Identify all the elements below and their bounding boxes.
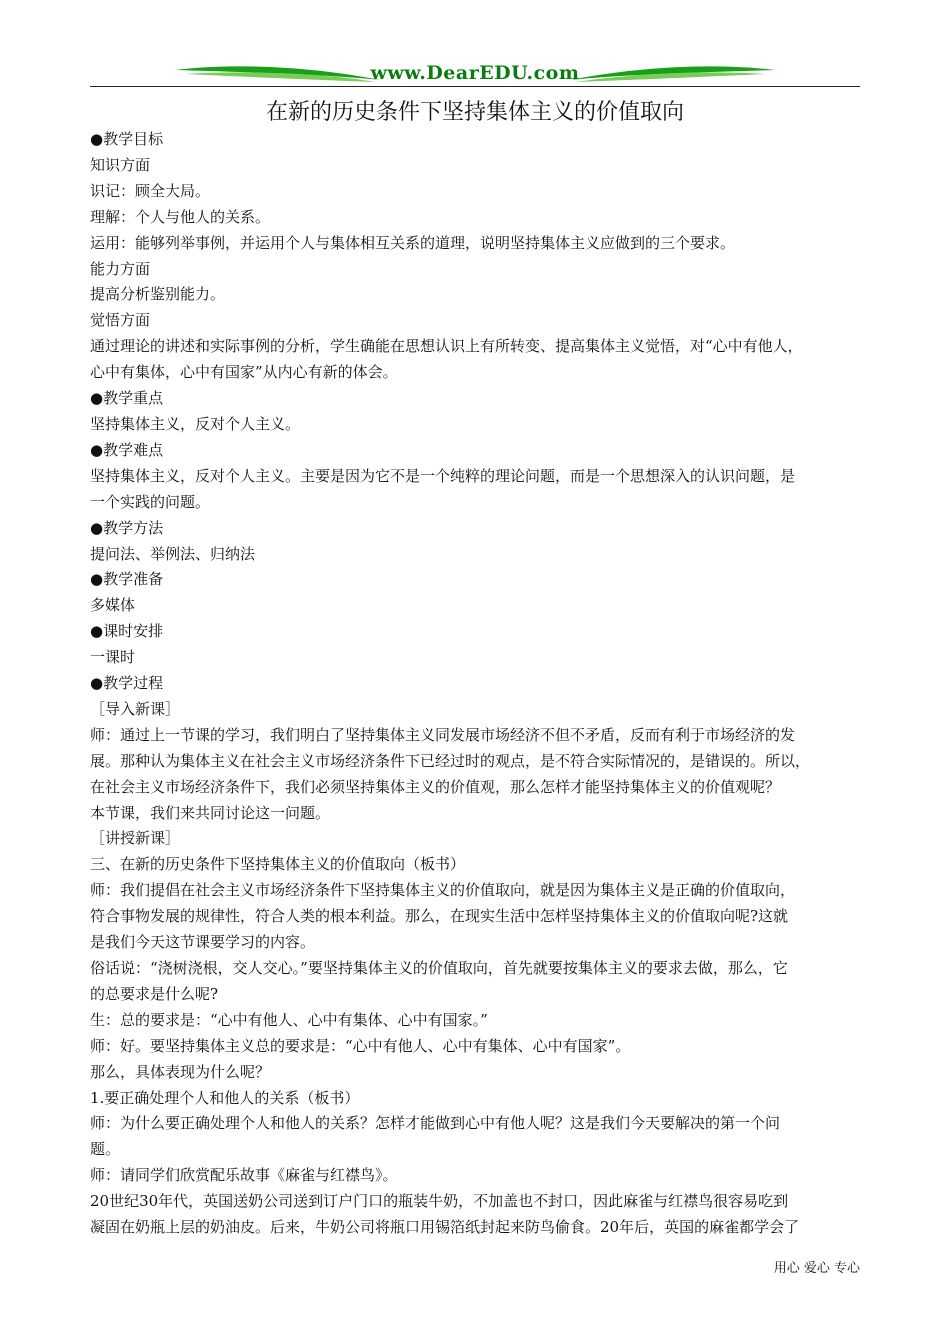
page-header	[90, 60, 860, 90]
text-line: 心中有集体，心中有国家”从内心有新的体会。	[90, 363, 398, 382]
text-line: 理解：个人与他人的关系。	[90, 207, 271, 226]
text-line: ［讲授新课］	[90, 829, 181, 848]
text-line: 提高分析鉴别能力。	[90, 285, 226, 304]
text-line: 识记：顾全大局。	[90, 181, 211, 200]
text-line: ●教学目标	[90, 130, 164, 148]
text-line: 提问法、举例法、归纳法	[90, 544, 256, 563]
text-line: 能力方面	[90, 259, 151, 278]
text-line: 坚持集体主义，反对个人主义。	[90, 414, 301, 433]
header-divider	[90, 86, 860, 87]
text-line: ［导入新课］	[90, 699, 181, 718]
text-line: 是我们今天这节课要学习的内容。	[90, 933, 316, 952]
text-line: 那么，具体表现为什么呢？	[90, 1062, 271, 1081]
text-line: 师：我们提倡在社会主义市场经济条件下坚持集体主义的价值取向，就是因为集体主义是正确的价值取向，	[90, 881, 796, 900]
text-line: 凝固在奶瓶上层的奶油皮。后来，牛奶公司将瓶口用锡箔纸封起来防鸟偷食。20年后，英国的麻雀都学会了	[90, 1218, 800, 1237]
text-line: 俗话说：“浇树浇根，交人交心。”要坚持集体主义的价值取向，首先就要按集体主义的要求去做，那么，它	[90, 959, 788, 977]
text-line: 师：通过上一节课的学习，我们明白了坚持集体主义同发展市场经济不但不矛盾，反而有利于市场经济的发	[90, 725, 796, 744]
text-line: 在社会主义市场经济条件下，我们必须坚持集体主义的价值观，那么怎样才能坚持集体主义的价值观呢？	[90, 777, 781, 796]
text-line: ●教学重点	[90, 389, 164, 408]
site-name: www.DearEDU.com	[370, 62, 580, 84]
page-footer: 用心 爱心 专心	[773, 1261, 860, 1276]
text-line: 题。	[90, 1140, 121, 1159]
text-line: 通过理论的讲述和实际事例的分析，学生确能在思想认识上有所转变、提高集体主义觉悟，对“心中有他人，	[90, 337, 803, 356]
text-line: 师：请同学们欣赏配乐故事《麻雀与红襟鸟》。	[90, 1166, 398, 1185]
text-line: 师：为什么要正确处理个人和他人的关系？怎样才能做到心中有他人呢？这是我们今天要解决的第一个问	[90, 1114, 781, 1133]
text-line: 20世纪30年代，英国送奶公司送到订户门口的瓶装牛奶，不加盖也不封口，因此麻雀与红襟鸟很容易吃到	[90, 1192, 789, 1211]
text-line: ●教学难点	[90, 440, 164, 459]
text-line: 一课时	[90, 648, 136, 667]
text-line: 运用：能够列举事例，并运用个人与集体相互关系的道理，说明坚持集体主义应做到的三个要求。	[90, 233, 736, 252]
text-line: 1.要正确处理个人和他人的关系（板书）	[90, 1088, 360, 1107]
text-line: ●教学准备	[90, 570, 164, 589]
text-line: 坚持集体主义，反对个人主义。主要是因为它不是一个纯粹的理论问题，而是一个思想深入的认识问题，是	[90, 466, 796, 485]
text-line: 知识方面	[90, 155, 151, 174]
document-body	[90, 127, 865, 1241]
text-line: 三、在新的历史条件下坚持集体主义的价值取向（板书）	[90, 855, 466, 874]
text-line: ●课时安排	[90, 622, 164, 641]
page-title: 在新的历史条件下坚持集体主义的价值取向	[265, 100, 684, 125]
text-line: 展。那种认为集体主义在社会主义市场经济条件下已经过时的观点，是不符合实际情况的，是错误的。所以，	[90, 751, 811, 770]
text-line: ●教学过程	[90, 674, 164, 693]
text-line: 师：好。要坚持集体主义总的要求是：“心中有他人、心中有集体、心中有国家”。	[90, 1036, 631, 1055]
text-line: 本节课，我们来共同讨论这一问题。	[90, 803, 331, 822]
text-line: 多媒体	[90, 596, 136, 615]
text-line: ●教学方法	[90, 518, 164, 537]
text-line: 生：总的要求是：“心中有他人、心中有集体、心中有国家。”	[90, 1010, 488, 1029]
text-line: 符合事物发展的规律性，符合人类的根本利益。那么，在现实生活中怎样坚持集体主义的价值取向呢?这就	[90, 907, 789, 926]
text-line: 觉悟方面	[90, 311, 151, 330]
text-line: 一个实践的问题。	[90, 492, 211, 511]
text-line: 的总要求是什么呢?	[90, 984, 219, 1003]
